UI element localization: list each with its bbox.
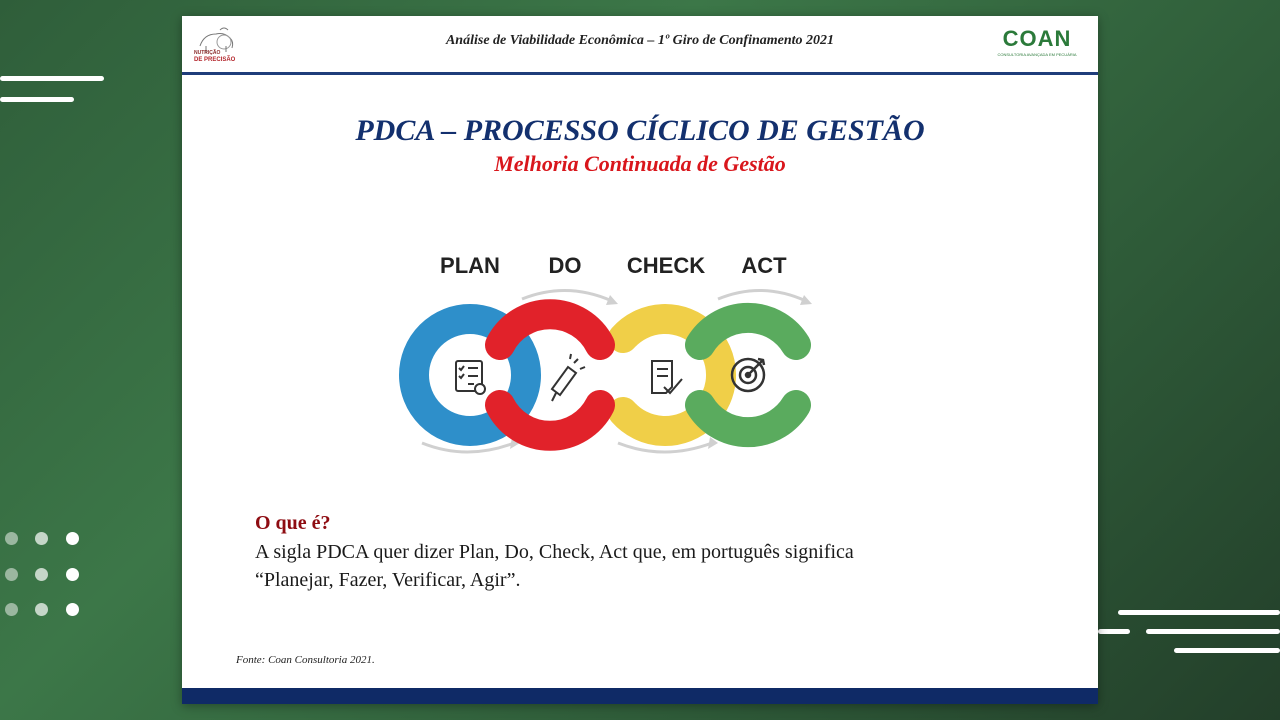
slide-title: PDCA – PROCESSO CÍCLICO DE GESTÃO: [355, 114, 925, 147]
stage-label-plan: PLAN: [440, 253, 500, 278]
decorative-dot: [35, 532, 48, 545]
source-note: Fonte: Coan Consultoria 2021.: [236, 654, 375, 666]
decorative-line: [1146, 629, 1280, 634]
coan-logo-wordmark: COAN: [1002, 26, 1072, 51]
coan-logo: [992, 26, 1082, 66]
slide-subtitle: Melhoria Continuada de Gestão: [494, 151, 786, 176]
stage-label-act: ACT: [741, 253, 787, 278]
checklist-icon: [456, 361, 485, 394]
flow-arrow: [522, 290, 612, 301]
decorative-line: [1098, 629, 1130, 634]
decorative-dot: [66, 568, 79, 581]
decorative-dot: [5, 603, 18, 616]
stage-label-do: DO: [548, 253, 582, 278]
question-title: O que é?: [255, 512, 331, 534]
decorative-dot: [66, 532, 79, 545]
document-check-icon: [652, 361, 682, 393]
decorative-dot: [66, 603, 79, 616]
target-icon: [732, 359, 764, 391]
pdca-cycle-diagram: [382, 221, 842, 471]
decorative-dot: [35, 603, 48, 616]
question-body-line: “Planejar, Fazer, Verificar, Agir”.: [255, 569, 521, 591]
flow-arrow: [718, 290, 806, 301]
header-title: Análise de Viabilidade Econômica – 1º Giro de Confinamento 2021: [445, 33, 835, 48]
logo-left-text: NUTRIÇÃO: [194, 50, 221, 56]
stage-label-check: CHECK: [626, 253, 706, 278]
decorative-dot: [5, 532, 18, 545]
question-body: [255, 538, 995, 594]
slide-header: [182, 16, 1098, 75]
stage-ring-do: [500, 405, 600, 436]
slide-footer-bar: [182, 688, 1098, 704]
decorative-line: [1118, 610, 1280, 615]
decorative-line: [0, 97, 74, 102]
decorative-line: [1174, 648, 1280, 653]
decorative-dot: [35, 568, 48, 581]
question-body-line: A sigla PDCA quer dizer Plan, Do, Check, Act que, em português significa: [255, 541, 854, 563]
decorative-dot: [5, 568, 18, 581]
stage-ring-act: [700, 318, 796, 345]
decorative-line: [0, 76, 104, 81]
slide: [182, 16, 1098, 704]
stage-ring-do: [500, 314, 600, 345]
stage-ring-act: [700, 405, 796, 432]
megaphone-icon: [552, 354, 585, 401]
logo-left-text: DE PRECISÃO: [194, 57, 236, 63]
coan-logo-tagline: CONSULTORIA AVANÇADA EM PECUÁRIA: [997, 52, 1077, 57]
